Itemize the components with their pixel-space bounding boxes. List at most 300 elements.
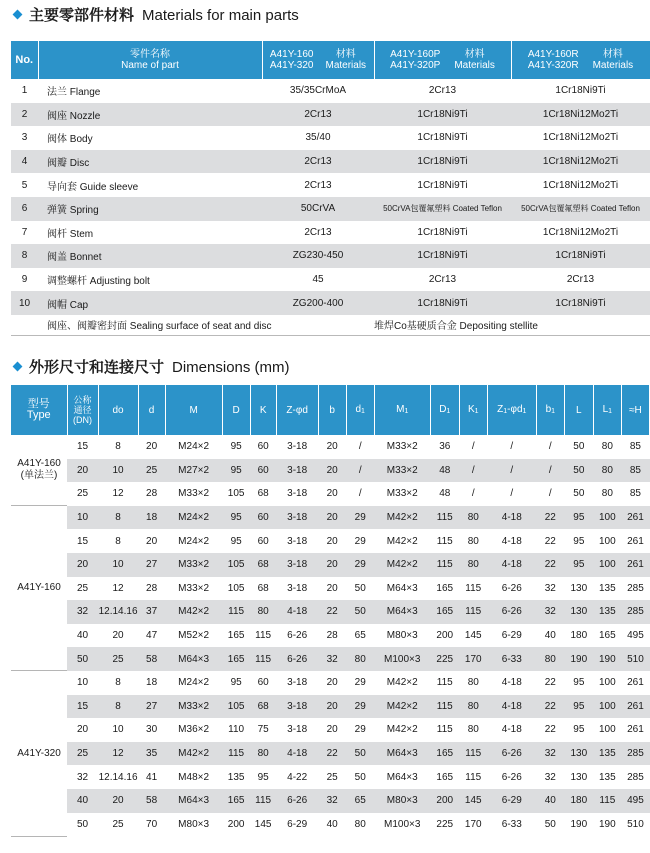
materials-m3: 1Cr18Ni12Mo2Ti bbox=[511, 150, 650, 174]
materials-m3: 1Cr18Ni12Mo2Ti bbox=[511, 103, 650, 127]
materials-m1: 2Cr13 bbox=[262, 150, 374, 174]
header-z1-mid: -φd bbox=[507, 403, 523, 415]
dimensions-cell: 48 bbox=[439, 488, 451, 500]
materials-m3: 1Cr18Ni9Ti bbox=[555, 85, 606, 97]
dimensions-row bbox=[11, 647, 650, 671]
header-m1 bbox=[374, 385, 430, 435]
dimensions-cell: / bbox=[510, 441, 514, 453]
dimensions-cell: 145 bbox=[254, 818, 272, 830]
dimensions-cell: 180 bbox=[564, 789, 593, 813]
header-K1 bbox=[459, 385, 487, 435]
dimensions-row bbox=[11, 506, 650, 530]
dimensions-cell: 135 bbox=[593, 742, 621, 766]
dimensions-cell: M64×3 bbox=[374, 600, 430, 624]
dimensions-cell: 6-29 bbox=[501, 630, 522, 642]
materials-m2: 2Cr13 bbox=[428, 85, 457, 97]
dimensions-cell: 4-18 bbox=[487, 695, 536, 719]
materials-m1: 35/35CrMoA bbox=[289, 85, 347, 97]
dimensions-cell: 22 bbox=[536, 506, 564, 530]
dimensions-cell: 20 bbox=[112, 630, 124, 642]
materials-part-name: 阀盖 Bonnet bbox=[38, 244, 262, 268]
dimensions-cell: 12.14.16 bbox=[98, 600, 138, 624]
materials-header-row bbox=[11, 41, 650, 79]
dimensions-cell: 80 bbox=[354, 818, 366, 830]
dimensions-cell: 105 bbox=[222, 553, 250, 577]
dimensions-cell: M42×2 bbox=[165, 742, 222, 766]
dimensions-cell: 60 bbox=[257, 535, 269, 547]
dimensions-cell: 32 bbox=[67, 600, 98, 624]
header-D1-sub: 1 bbox=[446, 407, 451, 415]
dimensions-row bbox=[11, 742, 650, 766]
materials-no: 5 bbox=[21, 179, 28, 191]
dimensions-cell: / bbox=[548, 488, 552, 500]
header-type bbox=[11, 385, 67, 435]
dimensions-cell: 135 bbox=[599, 771, 616, 783]
dimensions-cell: 285 bbox=[627, 771, 644, 783]
dimensions-cell: 25 bbox=[326, 771, 338, 783]
dimensions-cell: 80 bbox=[593, 459, 621, 483]
dimensions-cell: 22 bbox=[536, 553, 564, 577]
dimensions-cell: 20 bbox=[318, 459, 346, 483]
dimensions-cell: / bbox=[358, 441, 362, 453]
dimensions-cell: 41 bbox=[146, 771, 158, 783]
dimensions-cell: M64×3 bbox=[386, 771, 418, 783]
materials-row bbox=[11, 197, 650, 221]
materials-part-name: 法兰 Flange bbox=[47, 87, 101, 99]
dimensions-cell: 80 bbox=[601, 441, 613, 453]
header-do: do bbox=[98, 385, 138, 435]
dimensions-cell: 180 bbox=[570, 630, 588, 642]
materials-m3: 1Cr18Ni9Ti bbox=[511, 291, 650, 315]
header-g1-mat: 材料 Materials bbox=[325, 49, 367, 71]
dimensions-cell: 165 bbox=[227, 630, 245, 642]
materials-m2: 1Cr18Ni9Ti bbox=[374, 150, 511, 174]
dimensions-cell: 20 bbox=[67, 553, 98, 577]
dimensions-cell: 70 bbox=[146, 818, 158, 830]
dimensions-cell: 29 bbox=[346, 506, 374, 530]
dimensions-cell: 80 bbox=[459, 506, 487, 530]
dimensions-cell: M42×2 bbox=[374, 506, 430, 530]
materials-m1: 2Cr13 bbox=[304, 226, 332, 238]
dimensions-cell: M33×2 bbox=[374, 459, 430, 483]
dimensions-cell: 510 bbox=[627, 818, 644, 830]
dimensions-cell: 190 bbox=[564, 647, 593, 671]
dimensions-cell: 20 bbox=[326, 535, 338, 547]
dimensions-cell: 3-18 bbox=[287, 677, 308, 689]
dimensions-row bbox=[11, 459, 650, 483]
dimensions-cell: 115 bbox=[255, 630, 272, 642]
dimensions-cell: M64×3 bbox=[165, 647, 222, 671]
dimensions-cell: 60 bbox=[250, 459, 276, 483]
dimensions-cell: 8 bbox=[115, 441, 121, 453]
materials-part-name: 阀帽 Cap bbox=[38, 291, 262, 315]
dimensions-cell: 165 bbox=[436, 582, 454, 594]
dimensions-cell: 145 bbox=[459, 789, 487, 813]
dimensions-cell: 80 bbox=[601, 488, 613, 500]
dimensions-cell: 32 bbox=[318, 647, 346, 671]
dimensions-cell: 100 bbox=[599, 535, 616, 547]
header-L1-sub: 1 bbox=[608, 407, 613, 415]
dimensions-cell: 58 bbox=[138, 789, 165, 813]
dimensions-cell: / bbox=[358, 488, 362, 500]
materials-section-title bbox=[14, 5, 299, 27]
materials-m1: ZG200-400 bbox=[262, 291, 374, 315]
dimensions-cell: M24×2 bbox=[178, 535, 210, 547]
dimensions-cell: 15 bbox=[76, 535, 89, 547]
dimensions-cell: 65 bbox=[346, 789, 374, 813]
dimensions-cell: 29 bbox=[346, 553, 374, 577]
dimensions-cell: 40 bbox=[326, 818, 338, 830]
dimensions-cell: 28 bbox=[146, 582, 158, 594]
dimensions-cell: 22 bbox=[536, 695, 564, 719]
header-z1-phi-d1 bbox=[487, 385, 536, 435]
dimensions-cell: 200 bbox=[430, 789, 459, 813]
header-L1 bbox=[593, 385, 621, 435]
dimensions-cell: 145 bbox=[464, 630, 482, 642]
dimensions-cell: 95 bbox=[573, 535, 585, 547]
materials-m2: 1Cr18Ni9Ti bbox=[417, 132, 468, 144]
dimensions-cell: 85 bbox=[629, 441, 641, 453]
dimensions-cell: 80 bbox=[467, 535, 479, 547]
dimensions-cell: 29 bbox=[354, 724, 366, 736]
dimensions-cell: 3-18 bbox=[276, 553, 318, 577]
dimensions-cell: M100×3 bbox=[384, 818, 421, 830]
dimensions-cell: 10 bbox=[67, 506, 98, 530]
materials-title-en: Materials for main parts bbox=[142, 7, 299, 24]
materials-row bbox=[11, 150, 650, 174]
dimensions-cell: 100 bbox=[599, 724, 616, 736]
dimensions-cell: 4-18 bbox=[276, 600, 318, 624]
materials-no: 8 bbox=[11, 244, 38, 268]
header-no: No. bbox=[11, 41, 38, 79]
dimensions-cell: / bbox=[510, 488, 514, 500]
dimensions-cell: 261 bbox=[621, 506, 649, 530]
dimensions-cell: 95 bbox=[564, 695, 593, 719]
dimensions-cell: M27×2 bbox=[165, 459, 222, 483]
dimensions-cell: / bbox=[471, 441, 475, 453]
dimensions-cell: 10 bbox=[76, 677, 89, 689]
dimensions-cell: 36 bbox=[439, 441, 451, 453]
dimensions-cell: 27 bbox=[138, 553, 165, 577]
dimensions-cell: 4-18 bbox=[276, 742, 318, 766]
header-K1-main: K bbox=[467, 403, 475, 415]
stellite-right: 堆焊Co基硬质合金 Depositing stellite bbox=[374, 315, 650, 336]
materials-part-name: 调整螺杆 Adjusting bolt bbox=[47, 276, 150, 288]
dimensions-cell: 130 bbox=[564, 742, 593, 766]
dimensions-cell: M36×2 bbox=[178, 724, 210, 736]
header-K1-sub: 1 bbox=[474, 407, 479, 415]
dimensions-cell: 115 bbox=[459, 742, 487, 766]
dimensions-cell: 495 bbox=[627, 630, 644, 642]
materials-m1: 2Cr13 bbox=[262, 103, 374, 127]
header-d1-sub: 1 bbox=[361, 407, 365, 415]
dimensions-cell: 6-26 bbox=[487, 600, 536, 624]
header-b1-main: b bbox=[545, 403, 552, 415]
dimensions-cell: 20 bbox=[318, 553, 346, 577]
dimensions-cell: M100×3 bbox=[374, 647, 430, 671]
dimensions-cell: 95 bbox=[573, 677, 585, 689]
header-z1-sub: 1 bbox=[503, 407, 508, 415]
dimensions-cell: 4-18 bbox=[487, 506, 536, 530]
dimensions-cell: 68 bbox=[250, 553, 276, 577]
materials-row bbox=[11, 221, 650, 245]
materials-no: 10 bbox=[11, 291, 38, 315]
dimensions-cell: 8 bbox=[98, 695, 138, 719]
dimensions-title-en: Dimensions (mm) bbox=[172, 359, 290, 376]
materials-m2: 2Cr13 bbox=[428, 274, 457, 286]
dimensions-cell: 25 bbox=[76, 582, 89, 594]
dimensions-cell: 20 bbox=[326, 724, 338, 736]
dimensions-row bbox=[11, 789, 650, 813]
header-z-phi-d: Z-φd bbox=[276, 385, 318, 435]
materials-m2: 1Cr18Ni9Ti bbox=[417, 226, 468, 238]
dimensions-cell: 3-18 bbox=[287, 488, 308, 500]
header-g2-mat: 材料 Materials bbox=[454, 49, 495, 71]
dimensions-row bbox=[11, 529, 650, 553]
dimensions-cell: 165 bbox=[436, 771, 454, 783]
dimensions-cell: 95 bbox=[573, 724, 585, 736]
materials-m1: 2Cr13 bbox=[304, 179, 332, 191]
header-d: d bbox=[138, 385, 165, 435]
header-d1 bbox=[346, 385, 374, 435]
dimensions-cell: 95 bbox=[230, 441, 242, 453]
header-D1-main: D bbox=[439, 403, 447, 415]
dimensions-cell: 261 bbox=[627, 535, 644, 547]
dimensions-cell: 22 bbox=[544, 535, 556, 547]
dimensions-cell: M33×2 bbox=[165, 695, 222, 719]
dimensions-cell: 135 bbox=[599, 582, 616, 594]
dimensions-cell: 20 bbox=[67, 459, 98, 483]
dimensions-cell: M64×3 bbox=[165, 789, 222, 813]
materials-row bbox=[11, 244, 650, 268]
dimensions-cell: 50 bbox=[564, 459, 593, 483]
dimensions-cell: 32 bbox=[536, 600, 564, 624]
dimensions-cell: 80 bbox=[250, 742, 276, 766]
materials-m3: 2Cr13 bbox=[566, 274, 595, 286]
dimensions-cell: 25 bbox=[112, 818, 124, 830]
header-g1-model: A41Y-160 A41Y-320 bbox=[269, 49, 314, 71]
dimensions-cell: 29 bbox=[346, 695, 374, 719]
dimensions-cell: 15 bbox=[67, 695, 98, 719]
dimensions-cell: 22 bbox=[318, 742, 346, 766]
dimensions-cell: M33×2 bbox=[178, 582, 210, 594]
dimensions-cell: 165 bbox=[599, 630, 616, 642]
dimensions-cell: 115 bbox=[436, 724, 453, 736]
dimensions-cell: 115 bbox=[459, 600, 487, 624]
dimensions-cell: 261 bbox=[621, 553, 649, 577]
dimensions-cell: 510 bbox=[621, 647, 649, 671]
dimensions-cell: 80 bbox=[346, 647, 374, 671]
dimensions-cell: 85 bbox=[629, 488, 641, 500]
dimensions-cell: M42×2 bbox=[386, 677, 418, 689]
materials-m3: 1Cr18Ni12Mo2Ti bbox=[542, 226, 619, 238]
dimensions-cell: 40 bbox=[536, 789, 564, 813]
dimensions-cell: 100 bbox=[599, 677, 616, 689]
dimensions-cell: 115 bbox=[222, 742, 250, 766]
dimensions-cell: 50 bbox=[346, 742, 374, 766]
materials-part-name: 阀座 Nozzle bbox=[38, 103, 262, 127]
dimensions-row bbox=[11, 813, 650, 837]
dimensions-type-cell: A41Y-160 (单法兰) bbox=[11, 435, 67, 506]
dimensions-cell: 285 bbox=[621, 600, 649, 624]
materials-row bbox=[11, 268, 650, 292]
dimensions-cell: / bbox=[346, 459, 374, 483]
header-group-1 bbox=[262, 41, 374, 79]
diamond-bullet-icon bbox=[13, 361, 23, 371]
dimensions-cell: 261 bbox=[627, 724, 644, 736]
dimensions-cell: 105 bbox=[227, 582, 245, 594]
dimensions-row bbox=[11, 718, 650, 742]
dimensions-cell: 20 bbox=[326, 677, 338, 689]
dimensions-cell: 170 bbox=[459, 647, 487, 671]
dimensions-section-title bbox=[14, 357, 290, 379]
materials-part-name: 导向套 Guide sleeve bbox=[47, 181, 139, 193]
materials-no: 4 bbox=[11, 150, 38, 174]
materials-m1: 35/40 bbox=[305, 132, 331, 144]
dimensions-cell: 6-26 bbox=[501, 582, 522, 594]
header-type-cn: 型号 bbox=[27, 398, 50, 410]
dimensions-cell: 285 bbox=[627, 582, 644, 594]
dimensions-cell: 225 bbox=[430, 647, 459, 671]
dimensions-cell: 190 bbox=[570, 818, 588, 830]
dimensions-cell: 130 bbox=[570, 771, 588, 783]
dimensions-cell: 20 bbox=[98, 789, 138, 813]
dimensions-cell: 115 bbox=[222, 600, 250, 624]
dimensions-cell: 18 bbox=[138, 506, 165, 530]
dimensions-cell: 80 bbox=[467, 677, 479, 689]
dimensions-row bbox=[11, 600, 650, 624]
dimensions-cell: 105 bbox=[222, 695, 250, 719]
materials-part-name: 阀杆 Stem bbox=[47, 228, 94, 240]
dimensions-cell: / bbox=[459, 459, 487, 483]
dimensions-cell: 115 bbox=[250, 647, 276, 671]
header-g3-model: A41Y-160R A41Y-320R bbox=[527, 49, 579, 71]
dimensions-row bbox=[11, 765, 650, 789]
dimensions-cell: 3-18 bbox=[276, 695, 318, 719]
header-D: D bbox=[222, 385, 250, 435]
dimensions-cell: 200 bbox=[436, 630, 454, 642]
header-part-en: Name of part bbox=[121, 60, 179, 71]
dimensions-cell: 95 bbox=[230, 535, 242, 547]
dimensions-row bbox=[11, 482, 650, 506]
dimensions-cell: 50 bbox=[573, 488, 585, 500]
dimensions-cell: 6-33 bbox=[501, 818, 522, 830]
dimensions-cell: 12.14.16 bbox=[98, 771, 138, 783]
dimensions-cell: 20 bbox=[146, 441, 158, 453]
dimensions-cell: 60 bbox=[250, 506, 276, 530]
materials-m2: 1Cr18Ni9Ti bbox=[417, 179, 468, 191]
dimensions-cell: 8 bbox=[115, 535, 121, 547]
dimensions-cell: 3-18 bbox=[287, 724, 308, 736]
stellite-left: 阀座、阀瓣密封面 Sealing surface of seat and disc bbox=[11, 315, 374, 336]
dimensions-cell: 35 bbox=[138, 742, 165, 766]
header-d1-main: d bbox=[355, 403, 362, 415]
dimensions-cell: 50 bbox=[573, 441, 585, 453]
dimensions-cell: 15 bbox=[76, 441, 89, 453]
dimensions-cell: 135 bbox=[227, 771, 245, 783]
header-L: L bbox=[564, 385, 593, 435]
materials-row bbox=[11, 79, 650, 103]
dimensions-cell: 50 bbox=[354, 582, 366, 594]
dimensions-cell: 225 bbox=[436, 818, 454, 830]
dimensions-cell: 115 bbox=[436, 677, 453, 689]
materials-row bbox=[11, 103, 650, 127]
dimensions-cell: M24×2 bbox=[165, 506, 222, 530]
dimensions-cell: 32 bbox=[318, 789, 346, 813]
materials-no: 2 bbox=[11, 103, 38, 127]
dimensions-cell: 27 bbox=[138, 695, 165, 719]
dimensions-type-cell: A41Y-320 bbox=[11, 671, 67, 836]
materials-m1: 45 bbox=[312, 274, 324, 286]
dimensions-cell: 190 bbox=[599, 818, 616, 830]
dimensions-cell: 50 bbox=[76, 818, 89, 830]
header-H: ≈H bbox=[621, 385, 649, 435]
dimensions-cell: 165 bbox=[222, 789, 250, 813]
dimensions-cell: 80 bbox=[459, 553, 487, 577]
dimensions-cell: / bbox=[548, 441, 552, 453]
dimensions-cell: 8 bbox=[115, 677, 121, 689]
header-g3-mat: 材料 Materials bbox=[592, 49, 634, 71]
dimensions-cell: 115 bbox=[430, 506, 459, 530]
materials-m3: 1Cr18Ni12Mo2Ti bbox=[542, 179, 619, 191]
dimensions-cell: 80 bbox=[536, 647, 564, 671]
dimensions-cell: 3-18 bbox=[276, 459, 318, 483]
dimensions-cell: 115 bbox=[465, 582, 482, 594]
dimensions-cell: / bbox=[471, 488, 475, 500]
materials-m1: ZG230-450 bbox=[262, 244, 374, 268]
dimensions-cell: 60 bbox=[257, 441, 269, 453]
dimensions-cell: M64×3 bbox=[374, 742, 430, 766]
dimensions-cell: 80 bbox=[467, 724, 479, 736]
dimensions-cell: 50 bbox=[67, 647, 98, 671]
header-b1-sub: 1 bbox=[551, 407, 556, 415]
materials-title-cn: 主要零部件材料 bbox=[29, 7, 135, 24]
dimensions-cell: M64×3 bbox=[386, 582, 418, 594]
materials-m2: 50CrVA包覆氟塑料 Coated Teflon bbox=[374, 197, 511, 221]
dimensions-cell: 190 bbox=[593, 647, 621, 671]
dimensions-cell: 8 bbox=[98, 506, 138, 530]
materials-m2: 1Cr18Ni9Ti bbox=[374, 103, 511, 127]
dimensions-cell: 6-26 bbox=[501, 771, 522, 783]
dimensions-cell: 115 bbox=[430, 553, 459, 577]
dimensions-cell: 95 bbox=[230, 677, 242, 689]
dimensions-cell: 85 bbox=[621, 459, 649, 483]
dimensions-type-cell: A41Y-160 bbox=[11, 506, 67, 671]
header-part bbox=[38, 41, 262, 79]
materials-part-name: 阀体 Body bbox=[47, 134, 93, 146]
dimensions-cell: M42×2 bbox=[386, 724, 418, 736]
dimensions-cell: 20 bbox=[146, 535, 158, 547]
dimensions-cell: M33×2 bbox=[386, 441, 418, 453]
materials-m1: 50CrVA bbox=[262, 197, 374, 221]
header-m1-sub: 1 bbox=[404, 407, 409, 415]
dimensions-cell: 12 bbox=[112, 488, 124, 500]
dimensions-cell: 20 bbox=[318, 506, 346, 530]
dimensions-cell: 100 bbox=[593, 506, 621, 530]
materials-m3: 1Cr18Ni9Ti bbox=[511, 244, 650, 268]
dimensions-cell: 200 bbox=[227, 818, 245, 830]
dimensions-cell: 50 bbox=[354, 771, 366, 783]
dimensions-cell: M42×2 bbox=[374, 695, 430, 719]
dimensions-cell: 32 bbox=[76, 771, 89, 783]
materials-part-name: 阀瓣 Disc bbox=[38, 150, 262, 174]
header-part-cn: 零件名称 bbox=[130, 49, 170, 60]
header-L1-main: L bbox=[602, 403, 609, 415]
materials-no: 7 bbox=[21, 226, 28, 238]
dimensions-cell: 50 bbox=[346, 600, 374, 624]
header-group-2 bbox=[374, 41, 511, 79]
dimensions-cell: 6-26 bbox=[276, 789, 318, 813]
